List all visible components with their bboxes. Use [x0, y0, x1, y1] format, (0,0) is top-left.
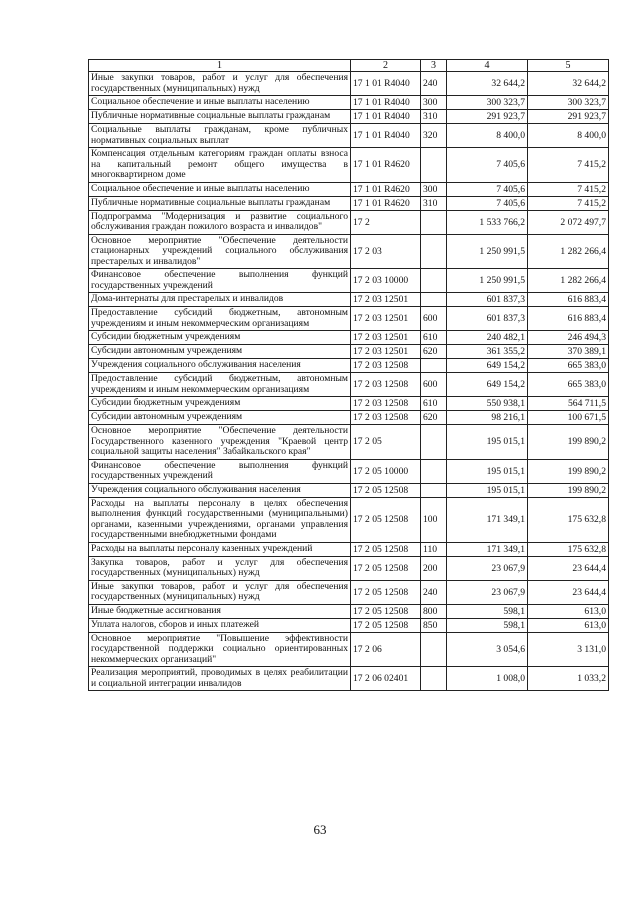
row-amount-1: 649 154,2 [447, 359, 528, 373]
row-code: 17 2 03 12501 [351, 307, 421, 331]
header-col-5: 5 [528, 60, 609, 72]
row-amount-1: 1 533 766,2 [447, 210, 528, 234]
row-name: Публичные нормативные социальные выплаты гражданам [89, 196, 351, 210]
row-expense-type [421, 483, 447, 497]
row-amount-2: 23 644,4 [528, 580, 609, 604]
row-expense-type: 620 [421, 411, 447, 425]
row-name: Реализация мероприятий, проводимых в целях реабилитации и социальной интеграции инвалидов [89, 667, 351, 691]
row-code: 17 2 05 12508 [351, 604, 421, 618]
header-col-3: 3 [421, 60, 447, 72]
row-amount-2: 564 711,5 [528, 397, 609, 411]
row-amount-2: 300 323,7 [528, 96, 609, 110]
row-amount-1: 598,1 [447, 604, 528, 618]
row-expense-type: 310 [421, 110, 447, 124]
row-name: Основное мероприятие "Обеспечение деятельности стационарных учреждений социального обслуживания престарелых и инвалидов" [89, 234, 351, 269]
row-amount-1: 7 405,6 [447, 148, 528, 183]
table-row [89, 556, 609, 580]
row-amount-1: 171 349,1 [447, 497, 528, 542]
table-row [89, 234, 609, 269]
row-name: Расходы на выплаты персоналу казенных учреждений [89, 542, 351, 556]
row-code: 17 1 01 R4040 [351, 110, 421, 124]
row-name: Подпрограмма "Модернизация и развитие социального обслуживания граждан пожилого возраста и инвалидов" [89, 210, 351, 234]
row-amount-2: 7 415,2 [528, 196, 609, 210]
row-amount-2: 3 131,0 [528, 632, 609, 667]
table-row [89, 632, 609, 667]
row-expense-type [421, 459, 447, 483]
row-amount-2: 616 883,4 [528, 293, 609, 307]
row-expense-type [421, 210, 447, 234]
row-amount-1: 649 154,2 [447, 373, 528, 397]
header-col-2: 2 [351, 60, 421, 72]
row-name: Социальные выплаты гражданам, кроме публичных нормативных социальных выплат [89, 124, 351, 148]
row-expense-type: 600 [421, 373, 447, 397]
row-code: 17 1 01 R4620 [351, 148, 421, 183]
row-code: 17 2 03 12508 [351, 373, 421, 397]
row-amount-2: 1 033,2 [528, 667, 609, 691]
row-name: Расходы на выплаты персоналу в целях обеспечения выполнения функций государственными (муниципальными) органами, казенными учреждениями, органами управления государственными внебюджетными фондами [89, 497, 351, 542]
row-expense-type [421, 632, 447, 667]
table-row [89, 269, 609, 293]
row-amount-2: 8 400,0 [528, 124, 609, 148]
row-amount-1: 32 644,2 [447, 72, 528, 96]
row-expense-type: 240 [421, 580, 447, 604]
row-expense-type [421, 234, 447, 269]
table-row [89, 542, 609, 556]
row-code: 17 2 03 12501 [351, 293, 421, 307]
table-row [89, 411, 609, 425]
table-row [89, 72, 609, 96]
budget-table [88, 59, 609, 691]
row-expense-type: 320 [421, 124, 447, 148]
table-row [89, 618, 609, 632]
table-row [89, 293, 609, 307]
table-row [89, 96, 609, 110]
row-expense-type: 240 [421, 72, 447, 96]
page-number: 63 [313, 822, 327, 837]
row-amount-2: 665 383,0 [528, 373, 609, 397]
row-amount-1: 23 067,9 [447, 556, 528, 580]
row-code: 17 2 05 12508 [351, 580, 421, 604]
row-amount-2: 370 389,1 [528, 345, 609, 359]
row-amount-2: 199 890,2 [528, 483, 609, 497]
row-code: 17 2 05 12508 [351, 556, 421, 580]
row-expense-type [421, 667, 447, 691]
header-col-1: 1 [89, 60, 351, 72]
row-name: Социальное обеспечение и иные выплаты населению [89, 182, 351, 196]
table-row [89, 397, 609, 411]
row-amount-2: 7 415,2 [528, 148, 609, 183]
table-row [89, 307, 609, 331]
row-amount-2: 665 383,0 [528, 359, 609, 373]
table-row [89, 110, 609, 124]
row-amount-1: 8 400,0 [447, 124, 528, 148]
row-name: Предоставление субсидий бюджетным, автономным учреждениям и иным некоммерческим организациям [89, 307, 351, 331]
row-code: 17 1 01 R4620 [351, 182, 421, 196]
row-amount-2: 1 282 266,4 [528, 269, 609, 293]
row-code: 17 2 03 12508 [351, 359, 421, 373]
row-code: 17 2 03 12501 [351, 331, 421, 345]
row-amount-2: 32 644,2 [528, 72, 609, 96]
row-amount-2: 291 923,7 [528, 110, 609, 124]
row-code: 17 2 05 12508 [351, 497, 421, 542]
table-row [89, 148, 609, 183]
row-amount-1: 598,1 [447, 618, 528, 632]
row-expense-type: 610 [421, 397, 447, 411]
row-amount-1: 171 349,1 [447, 542, 528, 556]
row-amount-1: 1 250 991,5 [447, 269, 528, 293]
row-amount-1: 195 015,1 [447, 459, 528, 483]
table-row [89, 345, 609, 359]
row-name: Уплата налогов, сборов и иных платежей [89, 618, 351, 632]
row-name: Учреждения социального обслуживания населения [89, 359, 351, 373]
row-name: Финансовое обеспечение выполнения функций государственных учреждений [89, 269, 351, 293]
table-body [89, 72, 609, 691]
row-expense-type: 300 [421, 96, 447, 110]
row-amount-1: 23 067,9 [447, 580, 528, 604]
row-code: 17 2 05 12508 [351, 618, 421, 632]
row-expense-type: 800 [421, 604, 447, 618]
row-amount-1: 7 405,6 [447, 196, 528, 210]
table-row [89, 497, 609, 542]
row-code: 17 2 03 [351, 234, 421, 269]
row-amount-2: 199 890,2 [528, 425, 609, 460]
row-amount-1: 1 008,0 [447, 667, 528, 691]
row-amount-2: 175 632,8 [528, 497, 609, 542]
row-expense-type [421, 148, 447, 183]
row-amount-2: 23 644,4 [528, 556, 609, 580]
row-name: Иные бюджетные ассигнования [89, 604, 351, 618]
row-amount-1: 291 923,7 [447, 110, 528, 124]
row-amount-2: 616 883,4 [528, 307, 609, 331]
row-code: 17 2 [351, 210, 421, 234]
row-amount-1: 7 405,6 [447, 182, 528, 196]
row-expense-type: 600 [421, 307, 447, 331]
row-amount-1: 3 054,6 [447, 632, 528, 667]
row-expense-type: 610 [421, 331, 447, 345]
row-expense-type: 300 [421, 182, 447, 196]
header-col-4: 4 [447, 60, 528, 72]
row-name: Компенсация отдельным категориям граждан оплаты взноса на капитальный ремонт общего имущества в многоквартирном доме [89, 148, 351, 183]
row-expense-type: 620 [421, 345, 447, 359]
table-row [89, 359, 609, 373]
row-expense-type [421, 293, 447, 307]
table-row [89, 459, 609, 483]
row-expense-type: 200 [421, 556, 447, 580]
table-row [89, 483, 609, 497]
row-name: Субсидии автономным учреждениям [89, 411, 351, 425]
table-row [89, 331, 609, 345]
row-amount-1: 550 938,1 [447, 397, 528, 411]
row-amount-2: 175 632,8 [528, 542, 609, 556]
row-name: Основное мероприятие "Повышение эффективности государственной поддержки социально ориентированных некоммерческих организаций" [89, 632, 351, 667]
row-name: Финансовое обеспечение выполнения функций государственных учреждений [89, 459, 351, 483]
row-code: 17 1 01 R4040 [351, 72, 421, 96]
row-amount-1: 300 323,7 [447, 96, 528, 110]
row-code: 17 2 03 10000 [351, 269, 421, 293]
row-amount-2: 613,0 [528, 604, 609, 618]
row-expense-type: 850 [421, 618, 447, 632]
row-code: 17 2 05 [351, 425, 421, 460]
row-amount-1: 601 837,3 [447, 293, 528, 307]
row-name: Учреждения социального обслуживания населения [89, 483, 351, 497]
row-code: 17 2 06 [351, 632, 421, 667]
row-code: 17 2 03 12501 [351, 345, 421, 359]
row-name: Иные закупки товаров, работ и услуг для обеспечения государственных (муниципальных) нужд [89, 580, 351, 604]
row-expense-type: 310 [421, 196, 447, 210]
row-code: 17 2 05 10000 [351, 459, 421, 483]
row-code: 17 1 01 R4040 [351, 96, 421, 110]
row-name: Иные закупки товаров, работ и услуг для обеспечения государственных (муниципальных) нужд [89, 72, 351, 96]
row-expense-type: 110 [421, 542, 447, 556]
row-code: 17 2 03 12508 [351, 411, 421, 425]
row-name: Субсидии автономным учреждениям [89, 345, 351, 359]
table-row [89, 604, 609, 618]
table-row [89, 373, 609, 397]
row-amount-1: 361 355,2 [447, 345, 528, 359]
row-expense-type [421, 269, 447, 293]
row-amount-2: 1 282 266,4 [528, 234, 609, 269]
table-row [89, 580, 609, 604]
table-row [89, 182, 609, 196]
row-amount-2: 246 494,3 [528, 331, 609, 345]
row-expense-type: 100 [421, 497, 447, 542]
header-row [89, 60, 609, 72]
row-name: Субсидии бюджетным учреждениям [89, 331, 351, 345]
row-name: Закупка товаров, работ и услуг для обеспечения государственных (муниципальных) нужд [89, 556, 351, 580]
table-row [89, 124, 609, 148]
table-row [89, 667, 609, 691]
row-code: 17 2 05 12508 [351, 542, 421, 556]
row-amount-2: 2 072 497,7 [528, 210, 609, 234]
row-name: Социальное обеспечение и иные выплаты населению [89, 96, 351, 110]
table-row [89, 425, 609, 460]
table-row [89, 210, 609, 234]
row-name: Публичные нормативные социальные выплаты гражданам [89, 110, 351, 124]
row-amount-2: 199 890,2 [528, 459, 609, 483]
row-name: Субсидии бюджетным учреждениям [89, 397, 351, 411]
row-amount-1: 1 250 991,5 [447, 234, 528, 269]
row-amount-2: 613,0 [528, 618, 609, 632]
row-name: Основное мероприятие "Обеспечение деятельности Государственного казенного учреждения "Краевой центр социальной защиты населения" Забайкальского края" [89, 425, 351, 460]
row-expense-type [421, 359, 447, 373]
row-amount-1: 195 015,1 [447, 483, 528, 497]
row-code: 17 2 03 12508 [351, 397, 421, 411]
row-amount-1: 195 015,1 [447, 425, 528, 460]
row-code: 17 2 05 12508 [351, 483, 421, 497]
row-name: Дома-интернаты для престарелых и инвалидов [89, 293, 351, 307]
row-amount-2: 100 671,5 [528, 411, 609, 425]
row-expense-type [421, 425, 447, 460]
row-amount-1: 240 482,1 [447, 331, 528, 345]
row-amount-1: 601 837,3 [447, 307, 528, 331]
row-code: 17 1 01 R4620 [351, 196, 421, 210]
row-amount-2: 7 415,2 [528, 182, 609, 196]
row-amount-1: 98 216,1 [447, 411, 528, 425]
row-code: 17 2 06 02401 [351, 667, 421, 691]
row-name: Предоставление субсидий бюджетным, автономным учреждениям и иным некоммерческим организациям [89, 373, 351, 397]
table-row [89, 196, 609, 210]
row-code: 17 1 01 R4040 [351, 124, 421, 148]
